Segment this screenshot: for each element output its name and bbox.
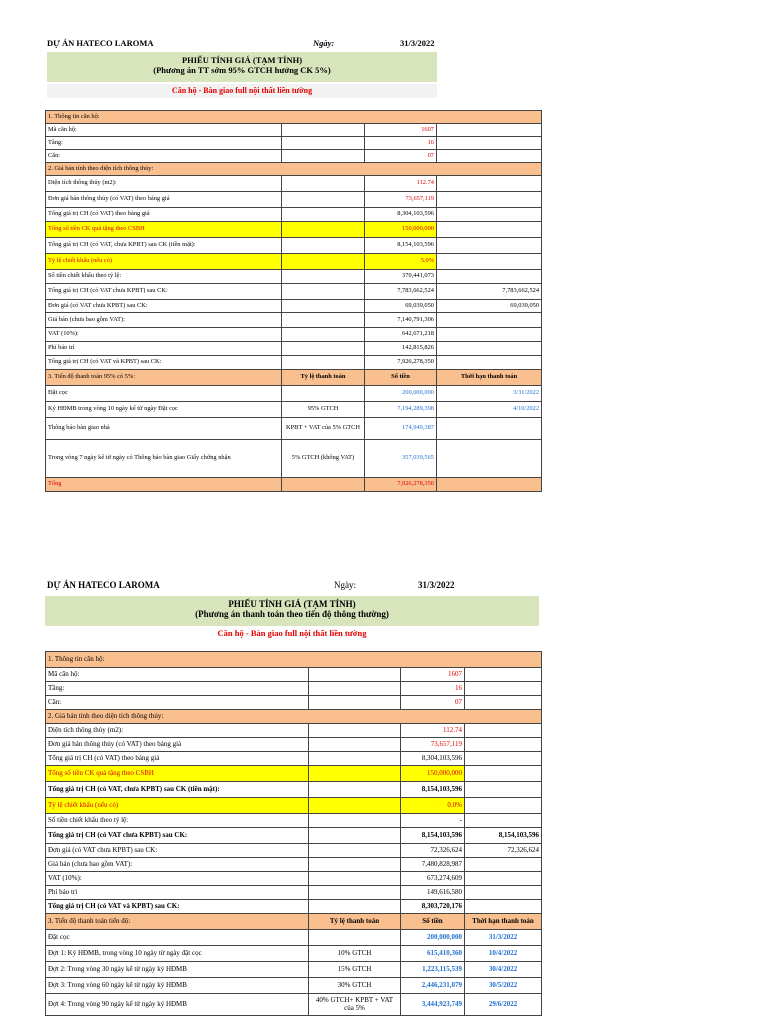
discount-amount-value-2: - <box>401 814 465 828</box>
gift-discount-value: 150,000,000 <box>365 222 437 238</box>
col-ratio: Tỷ lệ thanh toán <box>282 370 365 386</box>
gift-discount-value-2: 150,000,000 <box>401 766 465 782</box>
maintenance-label: Phí bảo trì <box>46 342 282 356</box>
net-unit-price-label-2: Đơn giá (có VAT chưa KPBT) sau CK: <box>46 844 309 858</box>
grand-total-value-2: 8,303,720,176 <box>401 900 465 914</box>
after-discount-value-2b: 8,154,103,596 <box>465 828 542 844</box>
unit-price-list-value: 73,657,119 <box>365 192 437 208</box>
vat-label-2: VAT (10%): <box>46 872 309 886</box>
discount-rate-value-2: 0.0% <box>401 798 465 814</box>
after-gift-value: 8,154,103,596 <box>365 238 437 254</box>
total-list-value-2: 8,304,103,596 <box>401 752 465 766</box>
after-discount-label: Tổng giá trị CH (có VAT chưa KPBT) sau CK: <box>46 284 282 300</box>
unit-note-2: Căn hộ - Bàn giao full nội thất liền tường <box>217 628 367 638</box>
apartment-value-2: 07 <box>401 696 465 710</box>
after-discount-value-2: 7,783,662,524 <box>437 284 542 300</box>
col-amount: Số tiền <box>365 370 437 386</box>
sum-value: 7,926,278,350 <box>365 478 437 492</box>
table-row: Đợt 2: Trong vòng 30 ngày kể từ ngày ký HĐMB 15% GTCH 1,223,115,539 30/4/2022 <box>46 962 542 978</box>
net-unit-price-value-2: 72,326,624 <box>401 844 465 858</box>
net-unit-price-value-2b: 72,326,624 <box>465 844 542 858</box>
floor-value-2: 16 <box>401 682 465 696</box>
after-discount-value-2: 8,154,103,596 <box>401 828 465 844</box>
apartment-label-2: Căn: <box>46 696 309 710</box>
apartment-value: 07 <box>365 150 437 163</box>
section-schedule-2: 3. Tiến độ thanh toán tiến độ: <box>46 914 309 930</box>
vat-value-2: 673,274,609 <box>401 872 465 886</box>
area-label: Diện tích thông thủy (m2): <box>46 176 282 192</box>
discount-amount-label: Số tiền chiết khấu theo tỷ lệ: <box>46 270 282 284</box>
maintenance-value: 142,815,826 <box>365 342 437 356</box>
discount-rate-label-2: Tỷ lệ chiết khấu (nếu có) <box>46 798 309 814</box>
table-row: Đợt 3: Trong vòng 60 ngày kể từ ngày ký HĐMB 30% GTCH 2,446,231,079 30/5/2022 <box>46 978 542 994</box>
table-row: Đặt cọc 200,000,000 31/3/2022 <box>46 930 542 946</box>
sheet-title: PHIẾU TÍNH GIÁ (TẠM TÍNH) <box>181 55 303 65</box>
base-price-value-2: 7,480,828,987 <box>401 858 465 872</box>
total-list-label: Tổng giá trị CH (có VAT) theo bảng giá <box>46 208 282 222</box>
table-row: Ký HĐMB trong vòng 10 ngày kể từ ngày Đặt cọc 95% GTCH 7,194,289,398 4/10/2022 <box>46 402 542 418</box>
unit-price-list-value-2: 73,657,119 <box>401 738 465 752</box>
floor-label-2: Tầng: <box>46 682 309 696</box>
unit-code-label-2: Mã căn hộ: <box>46 668 309 682</box>
col-deadline: Thời hạn thanh toán <box>437 370 542 386</box>
gift-discount-label-2: Tổng số tiền CK quà tặng theo CSBH <box>46 766 309 782</box>
grand-total-value: 7,926,278,350 <box>365 356 437 370</box>
floor-value: 16 <box>365 137 437 150</box>
sheet-subtitle-2: (Phương án thanh toán theo tiến độ thông thường) <box>195 609 389 619</box>
sum-label: Tổng <box>46 478 282 492</box>
sheet-subtitle: (Phương án TT sớm 95% GTCH hưởng CK 5%) <box>153 65 331 75</box>
col-ratio-2: Tỷ lệ thanh toán <box>309 914 401 930</box>
section-schedule: 3. Tiến độ thanh toán 95% có 5%: <box>46 370 282 386</box>
project-name: DỰ ÁN HATECO LAROMA <box>47 38 154 48</box>
date-label-2: Ngày: <box>334 580 356 590</box>
total-list-value: 8,304,103,596 <box>365 208 437 222</box>
table-row: Đợt 4: Trong vòng 90 ngày kể từ ngày ký HĐMB 40% GTCH+ KPBT + VAT của 5% 3,444,923,749 29/6/2022 <box>46 994 542 1016</box>
base-price-label: Giá bán (chưa bao gồm VAT): <box>46 313 282 328</box>
vat-label: VAT (10%): <box>46 328 282 342</box>
apartment-label: Căn: <box>46 150 282 163</box>
after-gift-label: Tổng giá trị CH (có VAT, chưa KPBT) sau CK (tiền mặt): <box>46 238 282 254</box>
discount-rate-label: Tỷ lệ chiết khấu (nếu có) <box>46 254 282 270</box>
title-box-2 <box>45 596 539 626</box>
section-price: 2. Giá bán tính theo diện tích thông thủy: <box>46 163 542 176</box>
section-unit-info-2: 1. Thông tin căn hộ: <box>46 652 542 668</box>
base-price-value: 7,140,791,306 <box>365 313 437 328</box>
discount-amount-value: 370,441,073 <box>365 270 437 284</box>
grand-total-label-2: Tổng giá trị CH (có VAT và KPBT) sau CK: <box>46 900 309 914</box>
unit-code-label: Mã căn hộ: <box>46 124 282 137</box>
table-row: Trong vòng 7 ngày kể từ ngày có Thông báo bàn giao Giấy chứng nhận 5% GTCH (không VAT) 357,039,565 <box>46 440 542 478</box>
grand-total-label: Tổng giá trị CH (có VAT và KPBT) sau CK: <box>46 356 282 370</box>
section-price-2: 2. Giá bán tính theo diện tích thông thủy: <box>46 710 542 724</box>
maintenance-label-2: Phí bảo trì <box>46 886 309 900</box>
date-label: Ngày: <box>313 38 335 48</box>
after-gift-value-2: 8,154,103,596 <box>401 782 465 798</box>
discount-amount-label-2: Số tiền chiết khấu theo tỷ lệ: <box>46 814 309 828</box>
table-row: Thông báo bàn giao nhà KPBT + VAT của 5% GTCH 174,949,387 <box>46 418 542 440</box>
gift-discount-label: Tổng số tiền CK quà tặng theo CSBH <box>46 222 282 238</box>
unit-code-value-2: 1607 <box>401 668 465 682</box>
vat-value: 642,671,218 <box>365 328 437 342</box>
after-gift-label-2: Tổng giá trị CH (có VAT, chưa KPBT) sau CK (tiền mặt): <box>46 782 309 798</box>
project-name-2: DỰ ÁN HATECO LAROMA <box>47 580 160 590</box>
col-deadline-2: Thời hạn thanh toán <box>465 914 542 930</box>
after-discount-label-2: Tổng giá trị CH (có VAT chưa KPBT) sau CK: <box>46 828 309 844</box>
sheet-title-2: PHIẾU TÍNH GIÁ (TẠM TÍNH) <box>228 599 356 609</box>
date-value: 31/3/2022 <box>400 38 435 48</box>
base-price-label-2: Giá bán (chưa bao gồm VAT): <box>46 858 309 872</box>
unit-note: Căn hộ - Bàn giao full nội thất liền tường <box>47 84 437 98</box>
price-table-2 <box>45 651 542 1016</box>
area-label-2: Diện tích thông thủy (m2): <box>46 724 309 738</box>
unit-price-list-label-2: Đơn giá bán thông thủy (có VAT) theo bảng giá <box>46 738 309 752</box>
net-unit-price-value: 69,039,050 <box>365 300 437 313</box>
after-discount-value: 7,783,662,524 <box>365 284 437 300</box>
net-unit-price-label: Đơn giá (có VAT chưa KPBT) sau CK: <box>46 300 282 313</box>
table-row: Đặt cọc 200,000,000 3/31/2022 <box>46 386 542 402</box>
maintenance-value-2: 149,616,580 <box>401 886 465 900</box>
section-unit-info: 1. Thông tin căn hộ: <box>46 111 542 124</box>
date-value-2: 31/3/2022 <box>418 580 455 590</box>
floor-label: Tầng: <box>46 137 282 150</box>
price-table <box>45 110 542 492</box>
net-unit-price-value-2: 69,039,050 <box>437 300 542 313</box>
area-value-2: 112.74 <box>401 724 465 738</box>
unit-code-value: 1607 <box>365 124 437 137</box>
title-box <box>47 52 437 82</box>
unit-price-list-label: Đơn giá bán thông thủy (có VAT) theo bảng giá <box>46 192 282 208</box>
total-list-label-2: Tổng giá trị CH (có VAT) theo bảng giá <box>46 752 309 766</box>
col-amount-2: Số tiền <box>401 914 465 930</box>
discount-rate-value: 5.0% <box>365 254 437 270</box>
table-row: Đợt 1: Ký HĐMB, trong vòng 10 ngày từ ngày đặt cọc 10% GTCH 615,410,360 10/4/2022 <box>46 946 542 962</box>
area-value: 112.74 <box>365 176 437 192</box>
